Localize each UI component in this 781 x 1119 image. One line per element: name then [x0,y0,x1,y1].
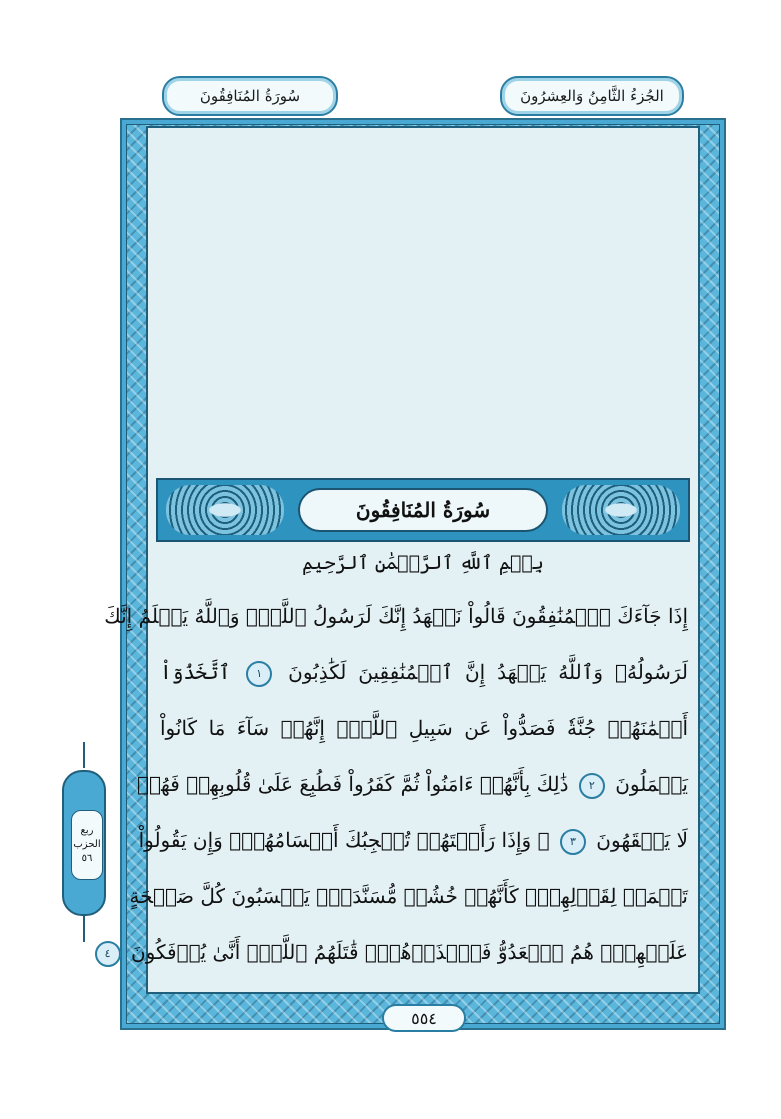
verse-line [129,876,688,932]
verse-text: إِذَا جَآءَكَ ٱلۡمُنَٰفِقُونَ قَالُواْ نَشۡهَدُ إِنَّكَ لَرَسُولُ ٱللَّهِۗ وَٱللَّهُ يَعۡلَمُ إِنَّكَ [104,604,688,628]
surah-banner [156,478,690,542]
verse-text: لَا يَفۡقَهُونَ [596,828,688,852]
verse-line [160,708,688,764]
verse-text: يَعۡمَلُونَ [615,772,688,796]
hizb-label-line3: ٥٦ [81,853,93,864]
ayah-number-marker: ٤ [95,941,121,967]
verse-line [138,820,688,876]
verse-lines [104,596,689,988]
hizb-label-line1: ربع [80,825,94,836]
ayah-number-marker: ٣ [560,829,586,855]
hizb-marker [62,742,106,942]
verse-text: لَرَسُولُهُۥ وَٱللَّهُ يَشۡهَدُ إِنَّ ٱلۡمُنَٰفِقِينَ لَكَٰذِبُونَ [288,660,689,684]
verse-text: تَسۡمَعۡ لِقَوۡلِهِمۡۖ كَأَنَّهُمۡ خُشُبٞ مُّسَنَّدَةٞۖ يَحۡسَبُونَ كُلَّ صَيۡحَةٍ [129,884,688,908]
verse-text: ۞ وَإِذَا رَأَيۡتَهُمۡ تُعۡجِبُكَ أَجۡسَامُهُمۡۖ وَإِن يَقُولُواْ [138,828,550,852]
banner-ornament-right [562,485,680,535]
header-juz-label: الجُزءُ الثَّامِنُ وَالعِشرُونَ [500,76,684,116]
hizb-marker-tip-top [83,742,85,768]
verse-line [137,764,688,820]
verse-line [104,596,688,652]
hizb-marker-tip-bottom [83,916,85,942]
hizb-marker-body [62,770,106,916]
hizb-label [71,810,103,880]
banner-ornament-left [166,485,284,535]
basmala: بِسۡمِ ٱللَّهِ ٱلرَّحۡمَٰنِ ٱلرَّحِيمِ [302,552,544,574]
verse-text: ذَٰلِكَ بِأَنَّهُمۡ ءَامَنُواْ ثُمَّ كَفَرُواْ فَطُبِعَ عَلَىٰ قُلُوبِهِمۡ فَهُمۡ [137,772,569,796]
verse-text: عَلَيۡهِمۡۚ هُمُ ٱلۡعَدُوُّ فَٱحۡذَرۡهُمۡۚ قَٰتَلَهُمُ ٱللَّهُۖ أَنَّىٰ يُؤۡفَكُونَ [130,940,688,964]
page-number: ٥٥٤ [382,1004,466,1032]
verse-text: أَيۡمَٰنَهُمۡ جُنَّةٗ فَصَدُّواْ عَن سَبِيلِ ٱللَّهِۚ إِنَّهُمۡ سَآءَ مَا كَانُواْ [160,716,688,740]
header-surah-label: سُورَةُ المُنَافِقُونَ [162,76,338,116]
hizb-label-line2: الحزب [73,839,101,850]
verse-text: ٱتَّخَذُوٓاْ [160,660,231,684]
verse-line [160,652,688,708]
ayah-number-marker: ٢ [579,773,605,799]
verse-line [104,932,688,988]
ayah-number-marker: ١ [246,661,272,687]
surah-title: سُورَةُ المُنَافِقُونَ [298,488,548,532]
